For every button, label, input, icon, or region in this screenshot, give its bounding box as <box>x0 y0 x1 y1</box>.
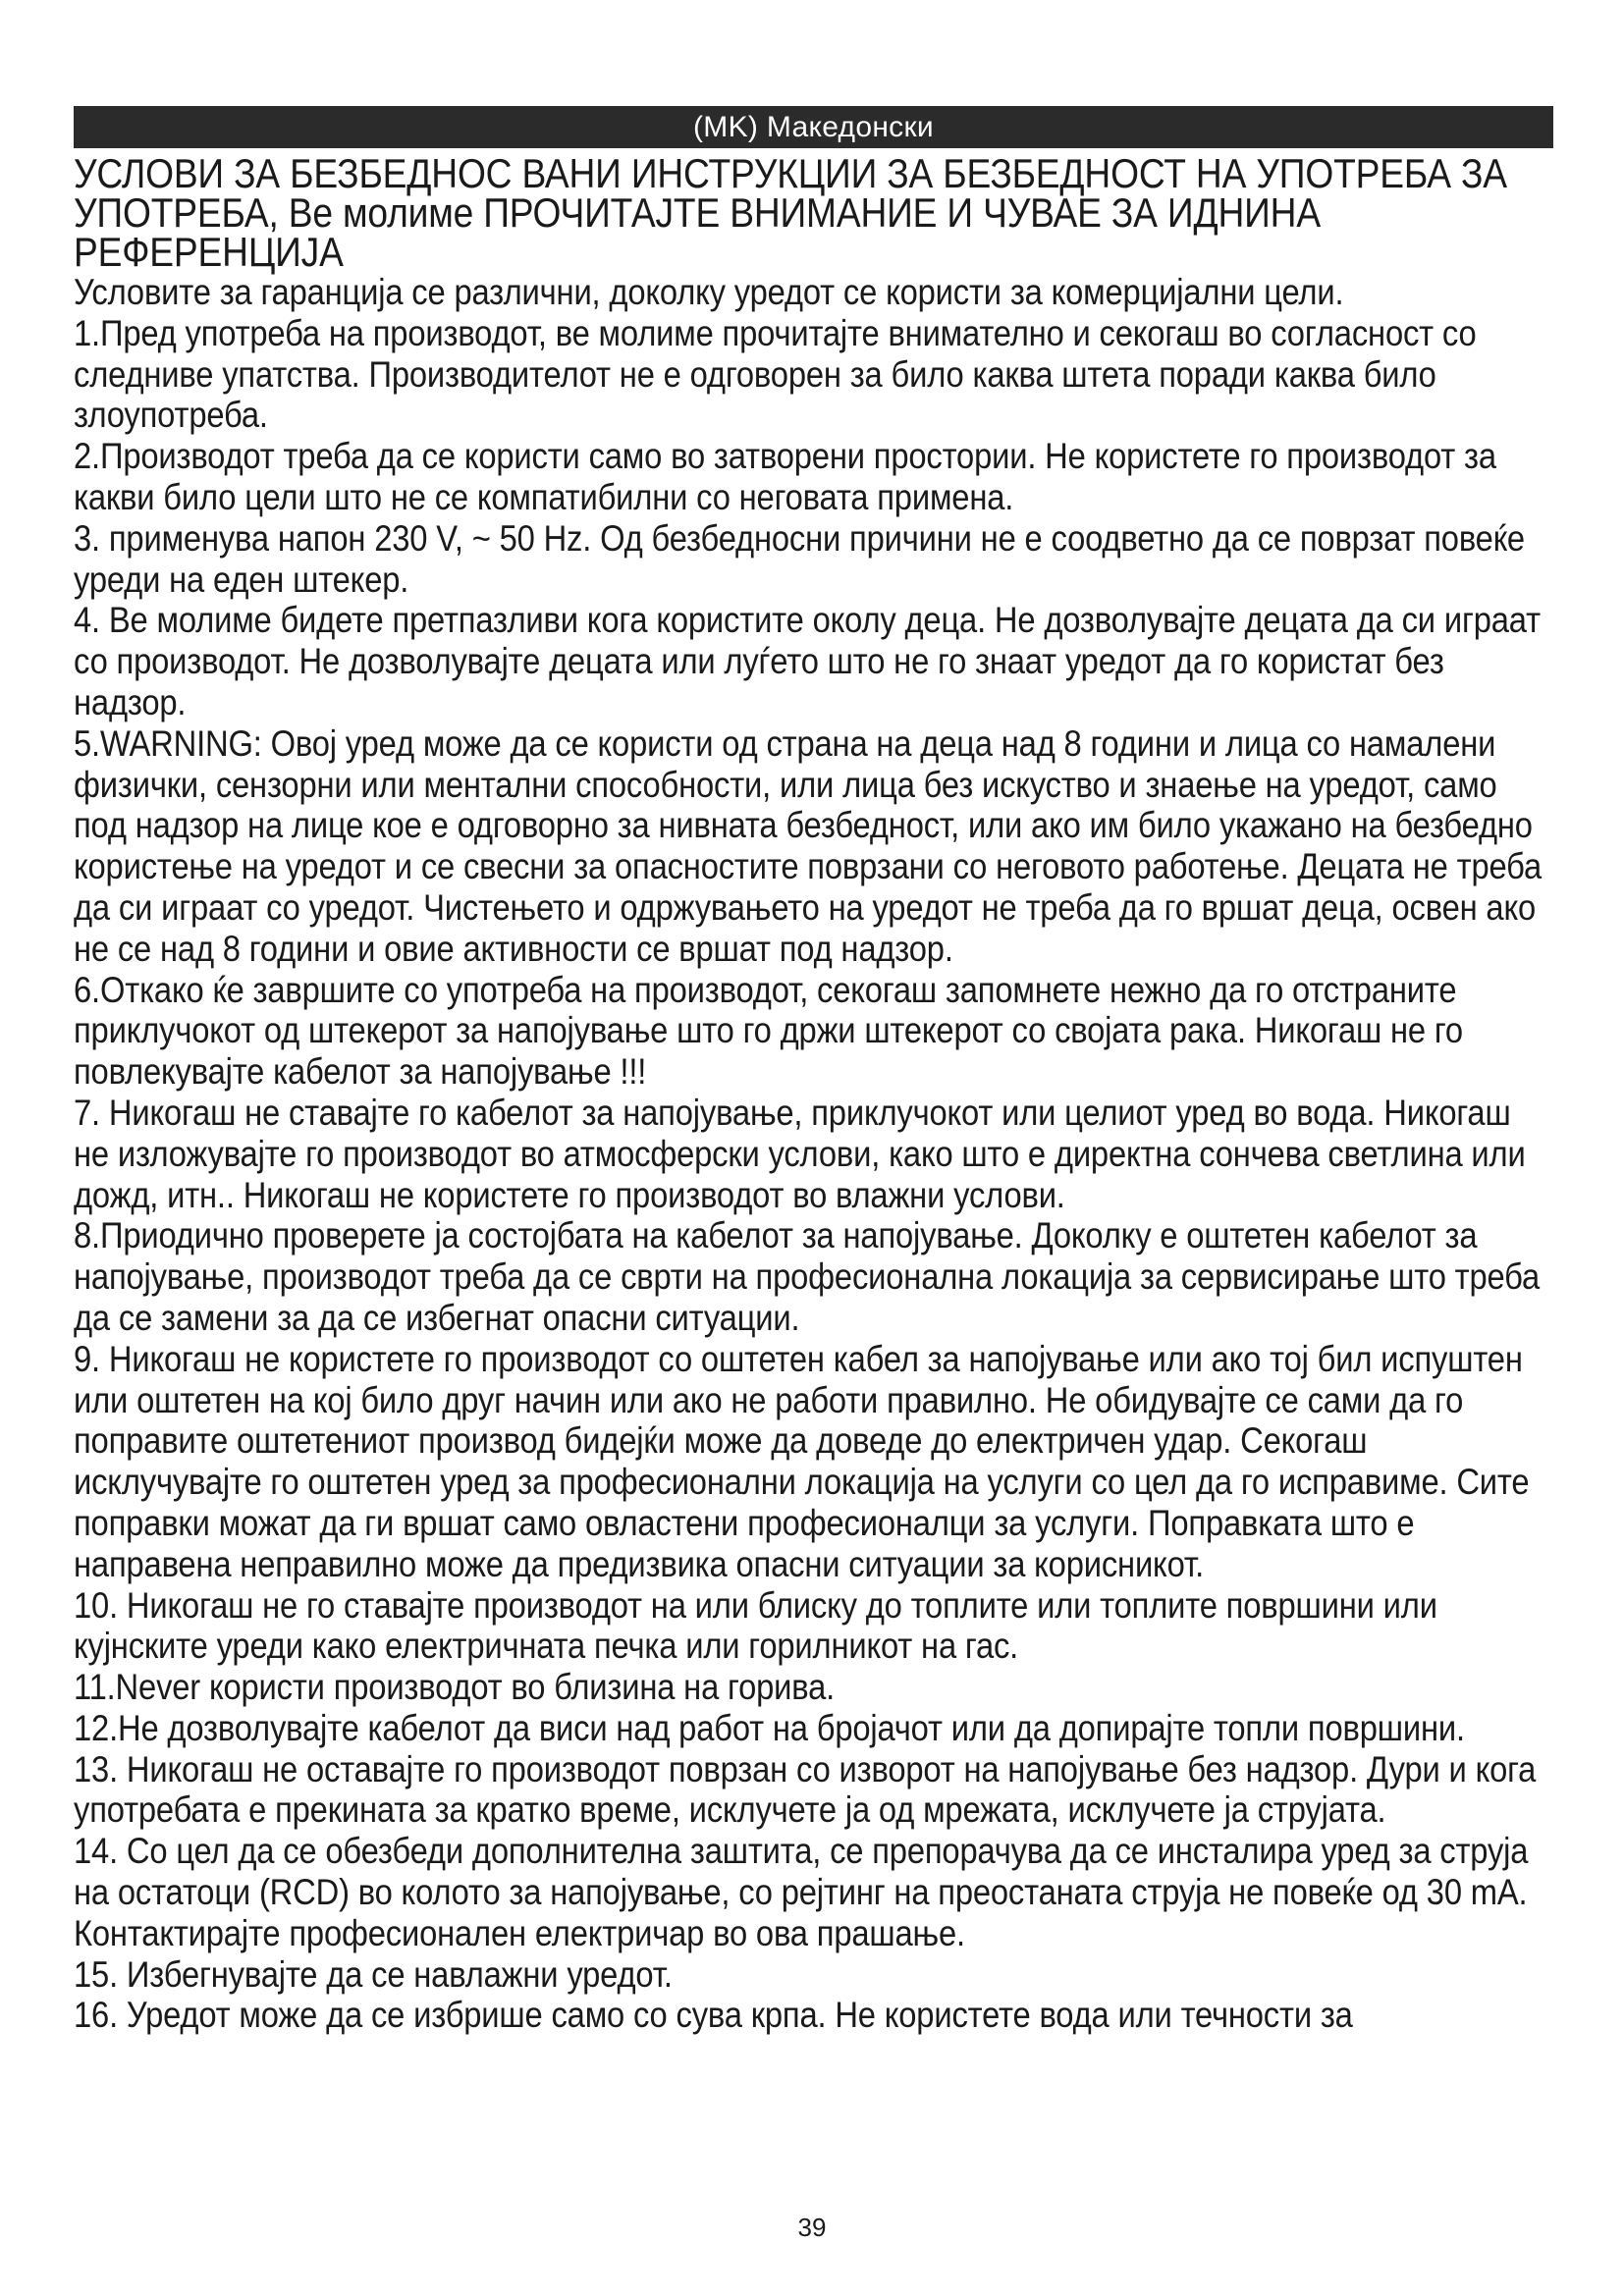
instruction-item-10: 10. Никогаш не го ставајте производот на или блиску до топлите или топлите површини или кујнските уреди како електричната печка или горилникот на гас. <box>74 1584 1437 1667</box>
section-title: УСЛОВИ ЗА БЕЗБЕДНОС ВАНИ ИНСТРУКЦИИ ЗА БЕЗБЕДНОСТ НА УПОТРЕБА ЗА УПОТРЕБА, Ве молиме ПРОЧИТАЈТЕ ВНИМАНИЕ И ЧУВАЕ ЗА ИДНИНА РЕФЕРЕНЦИЈА <box>74 150 1507 275</box>
page-number: 39 <box>797 2213 827 2242</box>
instruction-item-13: 13. Никогаш не оставајте го производот поврзан со изворот на напојување без надзор. Дури и кога употребата е прекината за кратко време, исклучете ја од мрежата, исклучете ја струјата. <box>74 1748 1537 1831</box>
language-header-bar <box>74 106 1553 148</box>
instruction-item-6: 6.Откако ќе завршите со употреба на производот, секогаш запомнете нежно да го отстраните приклучокот од штекерот за напојување што го држи штекерот со својата рака. Никогаш не го повлекувајте кабелот за напојување !!! <box>74 969 1463 1093</box>
instruction-item-5: 5.WARNING: Овој уред може да се користи од страна на деца над 8 години и лица со намалени физички, сензорни или ментални способности, или лица без искуство и знаење на уредот, само под надзор на лице кое е одговорно за нивната безбедност, или ако им било укажано на безбедно користење на уредот и се свесни за опасностите поврзани со неговото работење. Децата не треба да си играат со уредот. Чистењето и одржувањето на уредот не треба да го вршат деца, освен ако не се над 8 години и овие активности се вршат под надзор. <box>74 722 1543 969</box>
instruction-item-7: 7. Никогаш не ставајте го кабелот за напојување, приклучокот или целиот уред во вода. Никогаш не изложувајте го производот во атмосферски услови, како што е директна сончева светлина или дожд, итн.. Никогаш не користете го производот во влажни услови. <box>74 1092 1526 1215</box>
warranty-note: Условите за гаранција се различни, доколку уредот се користи за комерцијални цели. <box>74 272 1344 312</box>
instruction-item-3: 3. применува напон 230 V, ~ 50 Hz. Од безбедносни причини не е соодветно да се поврзат повеќе уреди на еден штекер. <box>74 517 1525 600</box>
instruction-item-1: 1.Пред употреба на производот, ве молиме прочитајте внимателно и секогаш во согласност со следниве упатства. Производителот не е одговорен за било каква штета поради каква било злоупотреба. <box>74 312 1477 436</box>
manual-page <box>74 106 1553 2036</box>
instruction-item-16: 16. Уредот може да се избрише само со сува крпа. Не користете вода или течности за <box>74 1995 1353 2036</box>
instruction-item-15: 15. Избегнувајте да се навлажни уредот. <box>74 1953 673 1995</box>
instruction-item-9: 9. Никогаш не користете го производот со оштетен кабел за напојување или ако тој бил испуштен или оштетен на кој било друг начин или ако не работи правилно. Не обидувајте се сами да го поправите оштетениот производ бидејќи може да доведе до електричен удар. Секогаш исклучувајте го оштетен уред за професионални локација на услуги со цел да го исправиме. Сите поправки можат да ги вршат само овластени професионалци за услуги. Поправката што е направена неправилно може да предизвика опасни ситуации за корисникот. <box>74 1338 1530 1584</box>
instruction-item-2: 2.Производот треба да се користи само во затворени простории. Не користете го производот за какви било цели што не се компатибилни со неговата примена. <box>74 436 1496 517</box>
instruction-item-8: 8.Приодично проверете ја состојбата на кабелот за напојување. Доколку е оштетен кабелот за напојување, производот треба да се сврти на професионална локација за сервисирање што треба да се замени за да се избегнат опасни ситуации. <box>74 1215 1541 1338</box>
safety-instructions-body <box>74 150 1551 2036</box>
language-label: (MK) Македонски <box>693 111 934 143</box>
instruction-item-12: 12.Не дозволувајте кабелот да виси над работ на бројачот или да допирајте топли површини. <box>74 1707 1465 1748</box>
instruction-item-4: 4. Ве молиме бидете претпазливи кога користите околу деца. Не дозволувајте децата да си играат со производот. Не дозволувајте децата или луѓето што не го знаат уредот да го користат без надзор. <box>74 600 1541 722</box>
instruction-item-11: 11.Never користи производот во близина на горива. <box>74 1667 836 1708</box>
instruction-item-14: 14. Со цел да се обезбеди дополнителна заштита, се препорачува да се инсталира уред за струја на остатоци (RCD) во колото за напојување, со рејтинг на преостаната струја не повеќе од 30 mA. Контактирајте професионален електричар во ова прашање. <box>74 1831 1529 1953</box>
